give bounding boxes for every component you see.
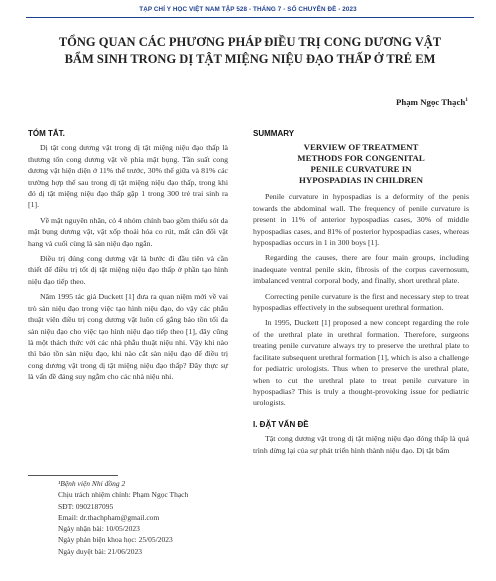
summary-paragraph: Correcting penile curvature is the first and necessary step to treat hypospadias effectively in the subsequent urethral formation. <box>253 291 469 313</box>
header-divider <box>26 17 474 18</box>
english-title-line: HYPOSPADIAS IN CHILDREN <box>299 175 423 186</box>
abstract-paragraph: Điều trị đúng cong dương vật là bước đi đầu tiên và cần thiết để điều trị tốt dị tật miệng niệu đạo thấp ở phần tạo hình niệu đạo tiếp theo. <box>28 254 228 286</box>
footnote-phone: SĐT: 0902187095 <box>58 501 114 511</box>
footnotes <box>58 478 238 557</box>
english-summary-column <box>253 128 469 460</box>
footnote-corresponding-author: Chịu trách nhiệm chính: Phạm Ngọc Thạch <box>58 490 189 500</box>
footnote-divider <box>28 475 118 476</box>
english-title <box>253 142 469 186</box>
summary-paragraph: Regarding the causes, there are four main groups, including inadequate ventral penile skin, fibrosis of the corpus cavernosum, imbalanced ventral corporal body, and finally, short urethral plate. <box>253 253 469 286</box>
summary-paragraph: Penile curvature in hypospadias is a deformity of the penis towards the abdominal wall. The frequency of penile curvature is present in 11% of anterior hypospadias cases, 30% of middle hypospadias cases, and 81% of posterior hypospadias cases, whereas hypospadias occurs in 1 in 300 boys [1]. <box>253 192 469 248</box>
english-title-line: PENILE CURVATURE IN <box>310 164 412 175</box>
abstract-paragraph: Dị tật cong dương vật trong dị tật miệng niệu đạo thấp là thương tổn cong dương vật về phía mặt bụng. Tần suất cong dương vật hiện diện ở 11% thể trước, 30% thể giữa và 81% các trường hợp thể sau trong dị tật miệng niệu đạo thấp, trong khi đó dị tật miệng niệu đạo thấp gặp 1 trong 300 trẻ trai sinh ra [1]. <box>28 143 228 210</box>
abstract-heading-vi: TÓM TẮT. <box>28 129 65 138</box>
introduction-paragraph: Tật cong dương vật trong dị tật miệng niệu đạo đóng thấp là quá trình dừng lại của sự phát triển hình thành niệu đạo. Dị tật bẩm <box>253 434 469 455</box>
author-name <box>396 97 468 107</box>
section-heading-introduction: I. ĐẶT VẤN ĐỀ <box>253 419 309 429</box>
abstract-paragraph: Năm 1995 tác giả Duckett [1] đưa ra quan niệm mới về vai trò sàn niệu đạo trong việc tạo hình niệu đạo, do vậy các phẫu thuật viên điều trị cong dương vật luôn cố gắng bảo tồn tối đa sàn niệu đạo cho việc tạo hình niệu đạo tiếp theo [1], đây cũng là một thách thức với các nhà phẫu thuật niệu nhi. Vậy khi nào thì bảo tồn sàn niệu đạo, khi nào cắt sàn niệu đạo để điều trị cong dương vật trong dị tật miệng niệu đạo thấp? Đây thực sự là vấn đề đáng suy ngẫm cho các nhà niệu nhi. <box>28 292 228 382</box>
footnote-email: Email: dr.thachpham@gmail.com <box>58 512 160 522</box>
author-text: Phạm Ngọc Thạch <box>396 97 466 107</box>
title-line-1: TỔNG QUAN CÁC PHƯƠNG PHÁP ĐIỀU TRỊ CONG DƯƠNG VẬT <box>58 35 442 49</box>
footnote-accepted-date: Ngày duyệt bài: 21/06/2023 <box>58 546 142 556</box>
english-title-line: METHODS FOR CONGENITAL <box>297 153 425 164</box>
footnote-affiliation: ¹Bệnh viện Nhi đồng 2 <box>58 479 126 488</box>
summary-paragraph: In 1995, Duckett [1] proposed a new concept regarding the role of the urethral plate in urethral formation. Therefore, surgeons treating penile curvature always try to preserve the urethral plate to facilitate subsequent urethral formation [1], which is also a challenge for pediatric urologists. Thus when to preserve the urethral plate, when to cut the urethral plate to treat penile curvature in hypospadias? This is truly a thought-provoking issue for pediatric urologists. <box>253 318 469 408</box>
article-title <box>30 34 470 67</box>
footnote-review-date: Ngày phản biện khoa học: 25/05/2023 <box>58 535 173 545</box>
summary-heading-en: SUMMARY <box>253 129 295 138</box>
footnote-received-date: Ngày nhận bài: 10/05/2023 <box>58 524 140 534</box>
journal-header: TẠP CHÍ Y HỌC VIỆT NAM TẬP 528 - THÁNG 7 - SỐ CHUYÊN ĐỀ - 2023 <box>139 6 357 13</box>
title-line-2: BẨM SINH TRONG DỊ TẬT MIỆNG NIỆU ĐẠO THẤP Ở TRẺ EM <box>64 51 436 66</box>
author-affiliation-mark: 1 <box>465 97 468 104</box>
abstract-paragraph: Về mặt nguyên nhân, có 4 nhóm chính bao gồm thiếu sót da mặt bụng dương vật, vật xốp thoái hóa co rút, mất cân đối vật hang và cuối cùng là sàn niệu đạo ngắn. <box>28 215 228 248</box>
english-title-line: VERVIEW OF TREATMENT <box>303 142 419 153</box>
vietnamese-abstract-column <box>28 128 228 387</box>
